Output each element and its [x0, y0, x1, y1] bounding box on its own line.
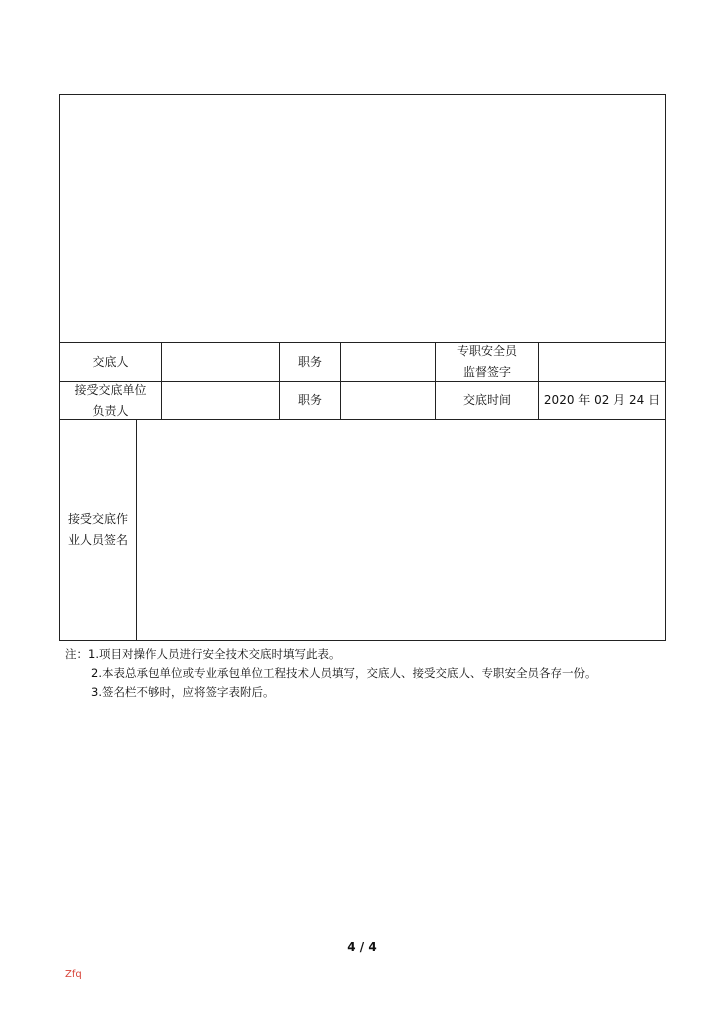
footer-mark: Zfq [65, 969, 82, 980]
note-line-2 [65, 664, 596, 683]
note-item-3: 3.签名栏不够时，应将签字表附后。 [91, 685, 275, 699]
receiver-position-label-text: 职务 [297, 393, 322, 407]
worker-signature-label-line1: 接受交底作 [67, 512, 128, 526]
worker-signature-area[interactable] [137, 420, 665, 640]
notes-block [65, 645, 596, 702]
note-item-2: 2.本表总承包单位或专业承包单位工程技术人员填写，交底人、接受交底人、专职安全员各存一份。 [91, 666, 597, 680]
handover-time-label-text: 交底时间 [462, 393, 511, 407]
briefer-position-label-text: 职务 [297, 354, 322, 369]
worker-signature-label [60, 420, 136, 640]
receiver-position-field[interactable] [341, 382, 435, 419]
receiver-label-line1: 接受交底单位 [74, 382, 147, 397]
note-line-1 [65, 645, 596, 664]
briefer-signature-field[interactable] [162, 343, 279, 381]
handover-time-label [436, 382, 538, 419]
safety-officer-label-line2: 监督签字 [462, 365, 511, 379]
receiver-label-line2: 负责人 [92, 403, 129, 418]
briefer-position-label [280, 343, 340, 381]
briefer-label [60, 343, 161, 381]
receiver-position-label [280, 382, 340, 419]
briefer-label-text: 交底人 [92, 354, 129, 369]
safety-officer-signature-field[interactable] [539, 343, 665, 381]
receiver-label [60, 382, 161, 419]
handover-date-value: 2020 年 02 月 24 日 [543, 393, 661, 407]
content-area [60, 95, 665, 342]
notes-lead: 注： [65, 647, 88, 661]
page-indicator: 4 / 4 [347, 940, 377, 954]
note-line-3 [65, 683, 596, 702]
safety-officer-label-line1: 专职安全员 [456, 344, 517, 358]
briefer-position-field[interactable] [341, 343, 435, 381]
worker-signature-label-line2: 业人员签名 [67, 533, 128, 547]
note-item-1: 1.项目对操作人员进行安全技术交底时填写此表。 [88, 647, 341, 661]
handover-date-field[interactable] [539, 382, 665, 419]
safety-officer-label [436, 343, 538, 381]
receiver-signature-field[interactable] [162, 382, 279, 419]
